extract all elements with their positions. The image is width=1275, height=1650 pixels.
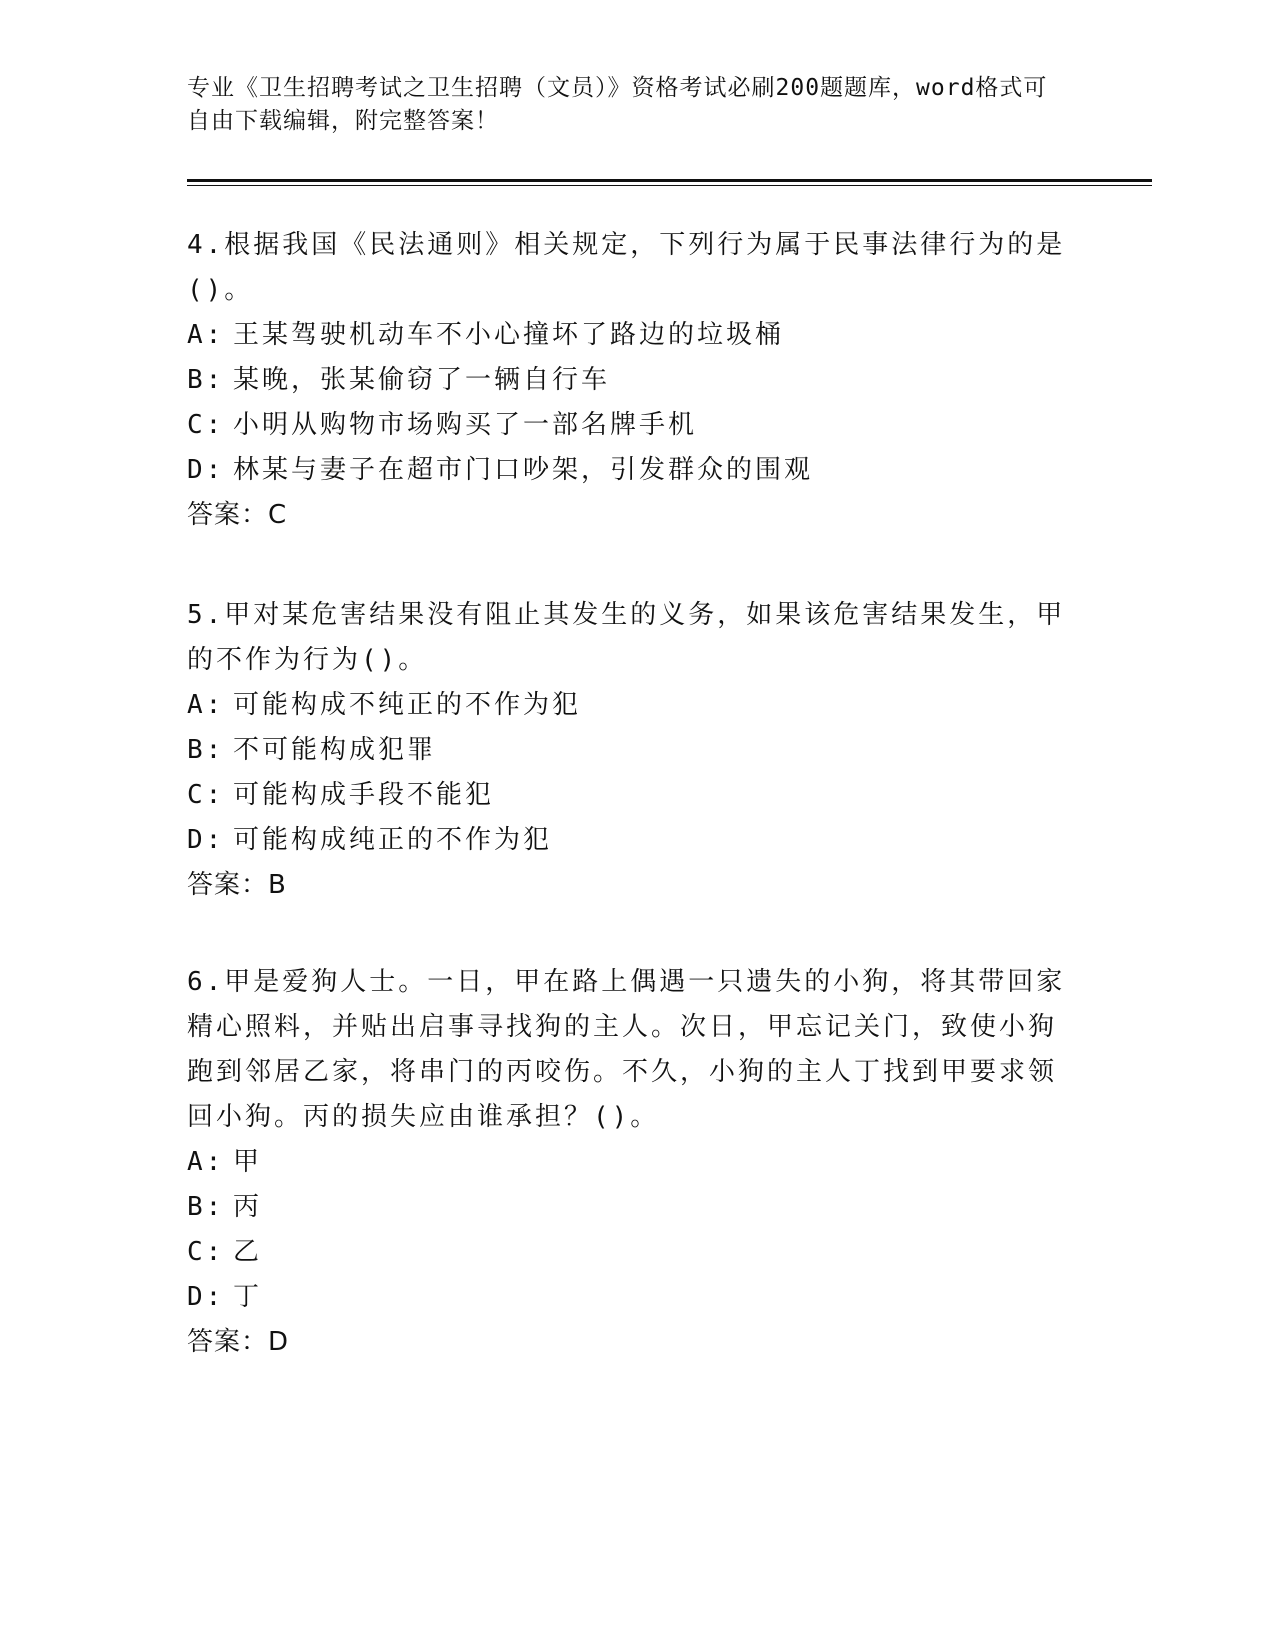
option-letter: B: (187, 735, 225, 765)
option-letter: B: (187, 1192, 225, 1222)
option-text: 可能构成手段不能犯 (233, 780, 495, 810)
option-b (187, 728, 1067, 773)
option-text: 可能构成不纯正的不作为犯 (233, 690, 582, 720)
question-6 (187, 960, 1067, 1365)
answer-line: 答案：C (187, 500, 288, 530)
option-text: 林某与妻子在超市门口吵架，引发群众的围观 (233, 455, 814, 485)
option-text: 王某驾驶机动车不小心撞坏了路边的垃圾桶 (233, 320, 785, 350)
option-text: 丁 (233, 1282, 263, 1312)
option-letter: D: (187, 455, 225, 485)
question-stem: 6.甲是爱狗人士。一日，甲在路上偶遇一只遗失的小狗，将其带回家精心照料，并贴出启事寻找狗的主人。次日，甲忘记关门，致使小狗跑到邻居乙家，将串门的丙咬伤。不久，小狗的主人丁找到甲要求领回小狗。丙的损失应由谁承担？()。 (187, 967, 1066, 1132)
option-letter: B: (187, 365, 225, 395)
question-4 (187, 223, 1067, 538)
option-a (187, 683, 1067, 728)
option-text: 可能构成纯正的不作为犯 (233, 825, 553, 855)
option-d (187, 1275, 1067, 1320)
answer-line: 答案：D (187, 1327, 290, 1357)
option-letter: D: (187, 825, 225, 855)
option-letter: C: (187, 780, 225, 810)
header-divider-thick (187, 179, 1152, 182)
header-divider-thin (187, 185, 1152, 186)
question-stem: 5.甲对某危害结果没有阻止其发生的义务，如果该危害结果发生，甲的不作为行为()。 (187, 600, 1066, 675)
option-c (187, 1230, 1067, 1275)
option-d (187, 818, 1067, 863)
option-text: 某晚，张某偷窃了一辆自行车 (233, 365, 611, 395)
option-letter: A: (187, 1147, 225, 1177)
option-text: 乙 (233, 1237, 263, 1267)
option-letter: A: (187, 690, 225, 720)
question-5 (187, 593, 1067, 908)
option-c (187, 403, 1067, 448)
option-text: 甲 (233, 1147, 263, 1177)
option-letter: C: (187, 1237, 225, 1267)
option-text: 丙 (233, 1192, 263, 1222)
option-d (187, 448, 1067, 493)
option-b (187, 1185, 1067, 1230)
question-stem: 4.根据我国《民法通则》相关规定，下列行为属于民事法律行为的是()。 (187, 230, 1066, 305)
option-a (187, 313, 1067, 358)
document-header (187, 72, 1067, 138)
option-letter: D: (187, 1282, 225, 1312)
option-c (187, 773, 1067, 818)
option-letter: C: (187, 410, 225, 440)
option-letter: A: (187, 320, 225, 350)
option-a (187, 1140, 1067, 1185)
answer-line: 答案：B (187, 870, 287, 900)
option-text: 小明从购物市场购买了一部名牌手机 (233, 410, 698, 440)
header-text: 专业《卫生招聘考试之卫生招聘（文员）》资格考试必刷200题题库，word格式可自由下载编辑，附完整答案！ (187, 75, 1048, 134)
option-text: 不可能构成犯罪 (233, 735, 437, 765)
option-b (187, 358, 1067, 403)
